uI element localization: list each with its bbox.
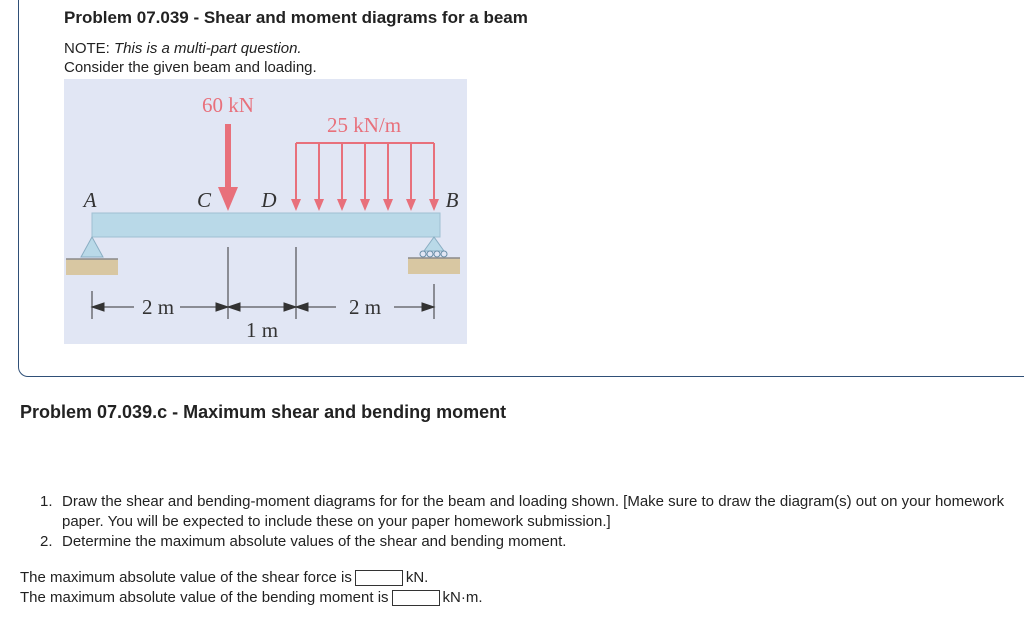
ground-b	[408, 258, 460, 274]
step-number: 1.	[40, 493, 53, 510]
problem-instruction: Consider the given beam and loading.	[64, 59, 317, 76]
beam-figure	[64, 79, 467, 344]
roller-wheels	[420, 251, 447, 257]
steps-list	[36, 492, 1016, 552]
problem-note	[64, 39, 317, 77]
moment-answer-prefix: The maximum absolute value of the bending moment is	[20, 589, 389, 606]
distributed-load-arrow-head	[291, 199, 301, 211]
moment-answer-unit: kN·m.	[442, 589, 483, 606]
shear-answer-input[interactable]	[355, 570, 403, 586]
point-d-label: D	[261, 188, 277, 212]
distributed-load-arrow-head	[383, 199, 393, 211]
point-a-label: A	[83, 188, 97, 212]
step-number: 2.	[40, 533, 53, 550]
pin-support-a	[81, 237, 103, 257]
point-c-label: C	[196, 188, 212, 212]
point-b-label: B	[445, 188, 459, 212]
dimension-cd-label: 1 m	[245, 318, 279, 342]
point-load-label: 60 kN	[202, 93, 254, 117]
note-label: NOTE:	[64, 40, 110, 57]
problem-title: Problem 07.039 - Shear and moment diagrams for a beam	[64, 8, 528, 27]
distributed-load-arrow-head	[406, 199, 416, 211]
distributed-load-arrow-head	[337, 199, 347, 211]
step-text: Determine the maximum absolute values of the shear and bending moment.	[62, 533, 567, 550]
step-item	[36, 492, 1016, 532]
moment-answer-row	[20, 589, 483, 606]
roller-support-b	[424, 237, 444, 251]
point-load-arrow-head	[218, 187, 238, 211]
distributed-load-arrow-head	[429, 199, 439, 211]
beam-diagram	[64, 79, 467, 344]
step-item	[36, 532, 1016, 552]
dimension-db-label: 2 m	[348, 295, 382, 319]
ground-a	[66, 259, 118, 275]
shear-answer-unit: kN.	[405, 569, 429, 586]
dimension-ac-label: 2 m	[141, 295, 175, 319]
distributed-load-arrows	[291, 143, 439, 211]
step-text: Draw the shear and bending-moment diagrams for for the beam and loading shown. [Make sure to draw the diagram(s) out on your homework paper. You will be expected to include these on your paper homework submission.]	[62, 493, 1005, 530]
note-text: This is a multi-part question.	[114, 40, 302, 57]
shear-answer-row	[20, 569, 428, 586]
part-title: Problem 07.039.c - Maximum shear and bending moment	[20, 402, 507, 422]
distributed-load-arrow-head	[360, 199, 370, 211]
moment-answer-input[interactable]	[392, 590, 440, 606]
distributed-load-arrow-head	[314, 199, 324, 211]
distributed-load-label: 25 kN/m	[326, 113, 402, 137]
shear-answer-prefix: The maximum absolute value of the shear force is	[20, 569, 352, 586]
beam	[92, 213, 440, 237]
